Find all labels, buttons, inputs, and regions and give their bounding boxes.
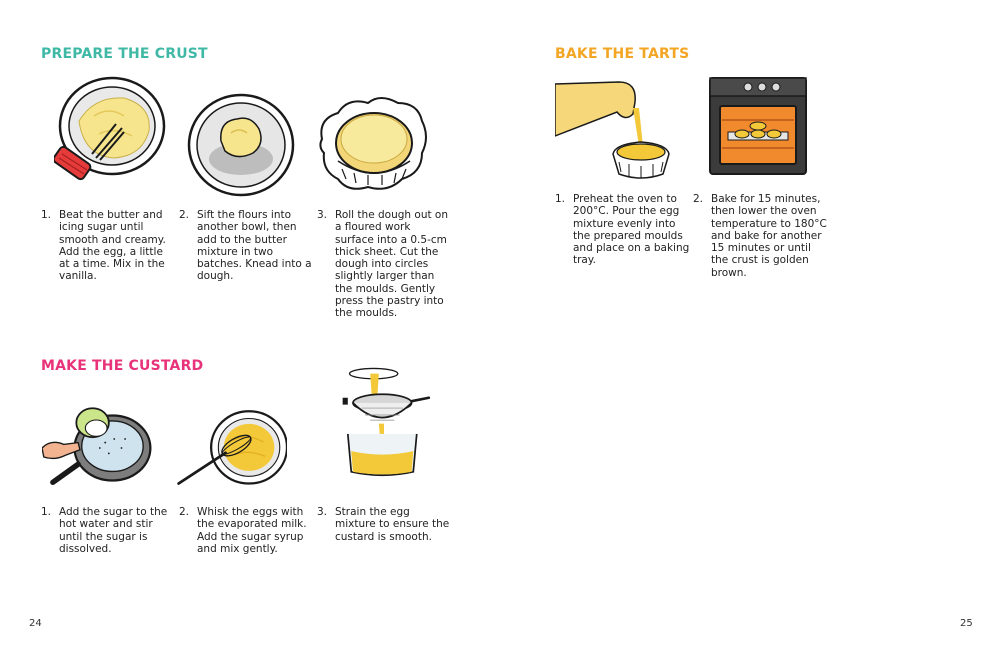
strain-custard-illustration <box>328 365 440 477</box>
step-text: Bake for 15 minutes, then lower the oven temperature to 180°C and bake for another 15 minutes or until the crust is golden brown. <box>711 193 827 279</box>
step-number: 1. <box>41 506 52 518</box>
tarts-step-1 <box>555 193 690 267</box>
heading-bake-the-tarts: BAKE THE TARTS <box>555 46 690 62</box>
step-text: Sift the flours into another bowl, then add to the butter mixture in two batches. Knead into a dough. <box>197 209 312 283</box>
heading-make-the-custard: MAKE THE CUSTARD <box>41 358 204 374</box>
custard-step-3 <box>317 506 452 543</box>
step-text: Roll the dough out on a floured work surface into a 0.5-cm thick sheet. Cut the dough into circles slightly larger than the moulds. Gently press the pastry into the moulds. <box>335 209 449 320</box>
oven-illustration <box>708 76 808 176</box>
step-text: Beat the butter and icing sugar until smooth and creamy. Add the egg, a little at a time. Mix in the vanilla. <box>59 209 166 283</box>
step-text: Strain the egg mixture to ensure the custard is smooth. <box>335 506 450 543</box>
step-text: Preheat the oven to 200°C. Pour the egg mixture evenly into the prepared moulds and place on a baking tray. <box>573 193 690 267</box>
pour-custard-illustration <box>555 74 685 182</box>
step-number: 2. <box>179 209 190 221</box>
heading-prepare-the-crust: PREPARE THE CRUST <box>41 46 208 62</box>
step-text: Add the sugar to the hot water and stir until the sugar is dissolved. <box>59 506 168 555</box>
step-number: 3. <box>317 209 328 221</box>
crust-step-3 <box>317 209 452 320</box>
whisk-eggs-illustration <box>175 395 287 507</box>
tarts-step-2 <box>693 193 828 279</box>
step-number: 2. <box>179 506 190 518</box>
crust-step-2 <box>179 209 314 283</box>
custard-step-2 <box>179 506 314 555</box>
tart-mould-illustration <box>318 89 430 201</box>
step-text: Whisk the eggs with the evaporated milk. Add the sugar syrup and mix gently. <box>197 506 307 555</box>
step-number: 3. <box>317 506 328 518</box>
dough-bowl-illustration <box>185 89 297 201</box>
crust-step-1 <box>41 209 176 283</box>
step-number: 1. <box>555 193 566 205</box>
page-number-left: 24 <box>29 618 42 629</box>
step-number: 2. <box>693 193 704 205</box>
mixing-bowl-whisk-illustration <box>54 76 166 188</box>
sugar-pot-illustration <box>42 392 154 504</box>
step-number: 1. <box>41 209 52 221</box>
page-number-right: 25 <box>960 618 973 629</box>
custard-step-1 <box>41 506 176 555</box>
